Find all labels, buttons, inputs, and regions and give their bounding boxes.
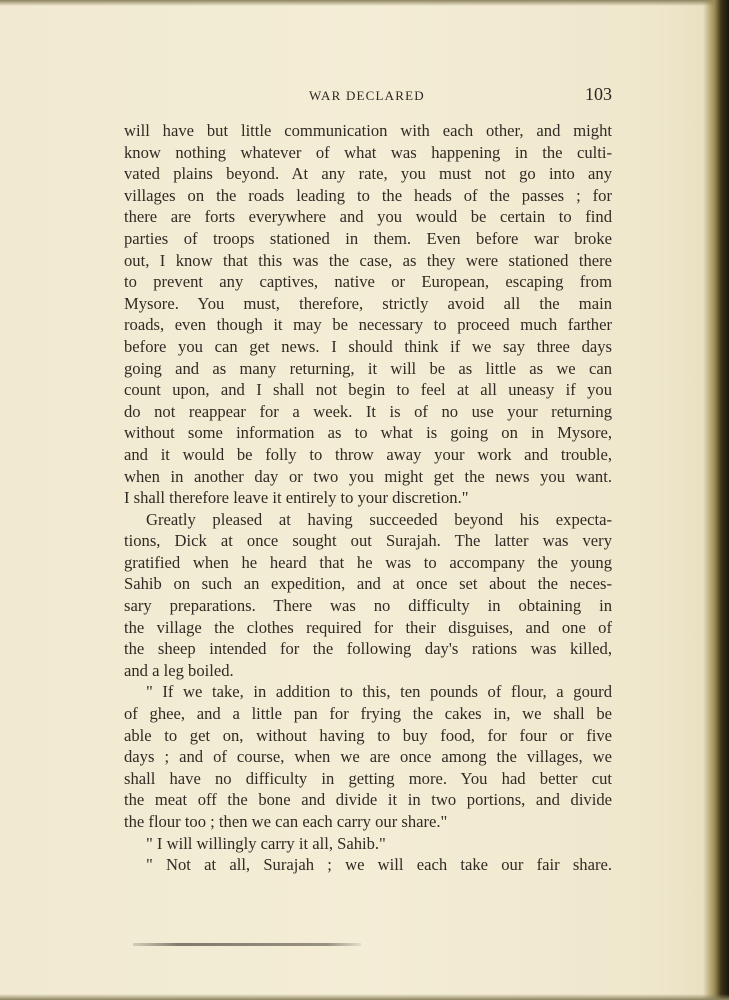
text-line: parties of troops stationed in them. Even before war broke bbox=[124, 228, 612, 248]
text-line: and a leg boiled. bbox=[124, 660, 234, 680]
text-line: vated plains beyond. At any rate, you must not go into any bbox=[124, 164, 612, 184]
text-line: villages on the roads leading to the heads of the passes ; for bbox=[124, 185, 612, 205]
paragraph-start-line: " Not at all, Surajah ; we will each take our fair share. bbox=[146, 855, 612, 875]
text-line: gratified when he heard that he was to accompany the young bbox=[124, 552, 612, 572]
page-number: 103 bbox=[585, 84, 612, 104]
text-line: to prevent any captives, native or European, escaping from bbox=[124, 272, 612, 292]
text-line: shall have no difficulty in getting more. You had better cut bbox=[124, 768, 612, 788]
paragraph-start-line: " I will willingly carry it all, Sahib." bbox=[146, 833, 386, 853]
body-text bbox=[124, 120, 612, 876]
text-line: the meat off the bone and divide it in two portions, and divide bbox=[124, 790, 612, 810]
text-line: Sahib on such an expedition, and at once set about the neces- bbox=[124, 574, 612, 594]
paragraph-start-line: Greatly pleased at having succeeded beyond his expecta- bbox=[146, 509, 612, 529]
text-line: will have but little communication with each other, and might bbox=[124, 121, 612, 140]
text-line: there are forts everywhere and you would be certain to find bbox=[124, 207, 612, 227]
text-line: going and as many returning, it will be as little as we can bbox=[124, 358, 612, 378]
text-line: Mysore. You must, therefore, strictly avoid all the main bbox=[124, 293, 612, 313]
text-line: without some information as to what is going on in Mysore, bbox=[124, 423, 612, 443]
text-line: days ; and of course, when we are once among the villages, we bbox=[124, 747, 612, 767]
text-line: able to get on, without having to buy food, for four or five bbox=[124, 725, 612, 745]
text-line: I shall therefore leave it entirely to your discretion." bbox=[124, 488, 469, 508]
text-line: count upon, and I shall not begin to feel at all uneasy if you bbox=[124, 380, 612, 400]
text-line: the village the clothes required for their disguises, and one of bbox=[124, 617, 612, 637]
page-binding-edge bbox=[703, 0, 729, 1000]
text-line: and it would be folly to throw away your work and trouble, bbox=[124, 444, 612, 464]
page-bottom-edge bbox=[0, 994, 729, 1000]
page-header bbox=[124, 84, 612, 108]
footer-rule bbox=[133, 943, 361, 946]
text-line: out, I know that this was the case, as they were stationed there bbox=[124, 250, 612, 270]
page-top-edge bbox=[0, 0, 729, 6]
paragraph-start-line: " If we take, in addition to this, ten pounds of flour, a gourd bbox=[146, 682, 612, 702]
text-line: tions, Dick at once sought out Surajah. The latter was very bbox=[124, 531, 612, 551]
text-line: know nothing whatever of what was happening in the culti- bbox=[124, 142, 612, 162]
text-line: roads, even though it may be necessary to proceed much farther bbox=[124, 315, 612, 335]
running-title: WAR DECLARED bbox=[309, 88, 425, 103]
text-line: of ghee, and a little pan for frying the cakes in, we shall be bbox=[124, 704, 612, 724]
text-line: the flour too ; then we can each carry our share." bbox=[124, 812, 448, 831]
text-line: when in another day or two you might get the news you want. bbox=[124, 466, 612, 486]
text-line: before you can get news. I should think if we say three days bbox=[124, 336, 612, 356]
text-line: do not reappear for a week. It is of no use your returning bbox=[124, 401, 612, 421]
text-line: the sheep intended for the following day's rations was killed, bbox=[124, 639, 612, 659]
text-line: sary preparations. There was no difficulty in obtaining in bbox=[124, 596, 612, 616]
